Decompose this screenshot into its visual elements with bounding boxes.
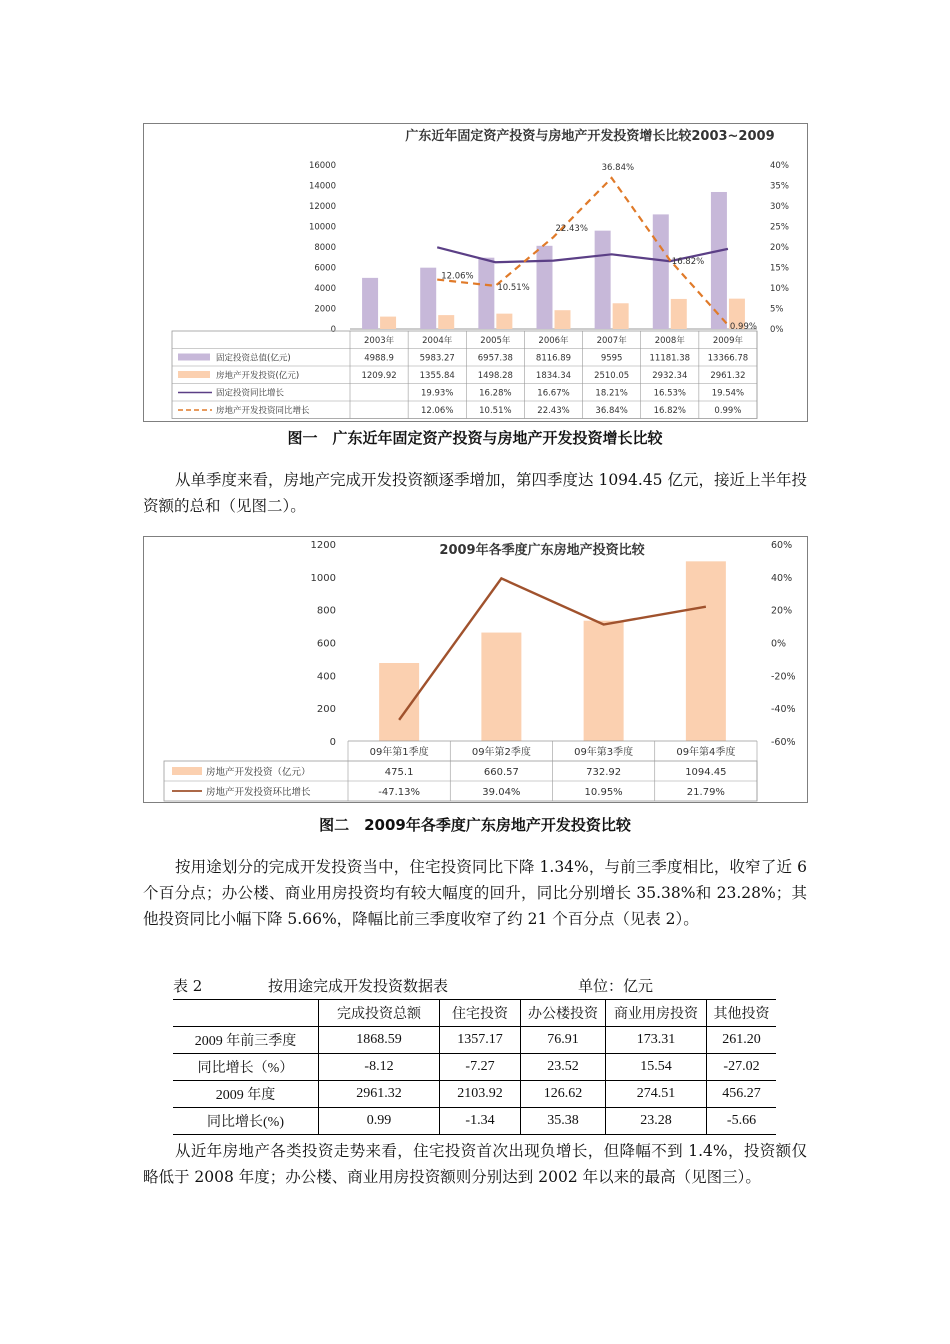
data-table-value: 19.54% (711, 388, 745, 399)
y-tick-label: 14000 (308, 181, 336, 192)
data-label: 0.99% (729, 321, 757, 332)
legend-label: 房地产开发投资同比增长 (216, 406, 310, 416)
data-table-value: 9595 (600, 353, 623, 364)
table-cell: 2009 年前三季度 (173, 1027, 319, 1054)
y2-tick-label: 15% (770, 263, 789, 274)
data-table-value: 1498.28 (477, 371, 513, 381)
data-table-value: 1834.34 (535, 371, 572, 381)
table-cell: 76.91 (521, 1027, 606, 1054)
table-cell: 274.51 (606, 1081, 707, 1108)
data-table-value: 19.93% (421, 388, 454, 399)
data-label: 12.06% (441, 271, 474, 282)
table-cell: 35.38 (521, 1108, 606, 1135)
table2-label: 表 2 (173, 977, 203, 995)
table-row (173, 1108, 776, 1135)
bar (496, 314, 512, 329)
data-table-value: 39.04% (482, 787, 521, 798)
legend-label: 房地产开发投资环比增长 (206, 787, 311, 798)
table-cell: 23.28 (606, 1108, 707, 1135)
y2-tick-label: -20% (771, 671, 796, 683)
y-tick-label: 16000 (308, 161, 336, 171)
figure1-caption: 图一 广东近年固定资产投资与房地产开发投资增长比较 (287, 429, 663, 447)
table-cell: 456.27 (707, 1081, 777, 1108)
table-cell: -8.12 (319, 1054, 440, 1081)
figure2-caption: 图二 2009年各季度广东房地产开发投资比较 (319, 816, 631, 834)
y2-tick-label: 20% (770, 243, 789, 253)
data-table-value: 16.28% (479, 388, 512, 399)
bar (537, 246, 553, 329)
data-table-value: 10.95% (584, 787, 623, 798)
table-header-cell: 商业用房投资 (606, 1000, 707, 1027)
y2-tick-label: 40% (771, 572, 793, 584)
table-header-cell: 其他投资 (707, 1000, 777, 1027)
data-table-value: 4988.9 (364, 353, 394, 364)
table-cell: 0.99 (319, 1108, 440, 1135)
table-row (173, 1081, 776, 1108)
table-row (173, 1054, 776, 1081)
data-table-value: -47.13% (378, 787, 420, 798)
table-cell: 2961.32 (319, 1081, 440, 1108)
data-table-value: 13366.78 (707, 353, 749, 364)
y-tick-label: 1200 (310, 540, 336, 551)
x-tick-label: 2004年 (422, 336, 453, 346)
bar (555, 310, 571, 329)
y-tick-label: 800 (316, 605, 336, 617)
y2-tick-label: 20% (771, 605, 793, 617)
legend-swatch (178, 354, 210, 361)
paragraph-2: 按用途划分的完成开发投资当中，住宅投资同比下降 1.34%，与前三季度相比，收窄了近 6 个百分点；办公楼、商业用房投资均有较大幅度的回升，同比分别增长 35.38%和 23.28%；其他投资同比小幅下降 5.66%，降幅比前三季度收窄了约 21 个百分点（见表 2）。 (143, 858, 807, 928)
data-table-value: 36.84% (595, 406, 628, 416)
y-tick-label: 400 (316, 671, 336, 683)
data-table-value: 660.57 (483, 767, 519, 778)
chart-title: 广东近年固定资产投资与房地产开发投资增长比较2003~2009 (405, 129, 775, 144)
data-table-value: 2510.05 (594, 371, 630, 381)
table-cell: 23.52 (521, 1054, 606, 1081)
data-table-value: 8116.89 (535, 353, 572, 364)
table-cell: 同比增长（%） (173, 1054, 319, 1081)
bar (420, 268, 436, 329)
legend-swatch (172, 767, 202, 775)
y-tick-label: 0 (330, 325, 336, 335)
x-tick-label: 09年第4季度 (676, 747, 736, 758)
data-table-value: 12.06% (421, 406, 454, 416)
bar (481, 633, 521, 741)
x-tick-label: 2005年 (480, 336, 511, 346)
y2-tick-label: 10% (770, 284, 789, 294)
y-tick-label: 6000 (314, 263, 336, 274)
data-table-value: 11181.38 (649, 353, 691, 364)
chart-quarterly-realestate (143, 536, 808, 803)
bar (686, 561, 726, 741)
y-tick-label: 0 (329, 737, 336, 748)
y2-tick-label: 0% (770, 325, 784, 335)
bar (613, 303, 629, 329)
table-row (173, 1027, 776, 1054)
x-tick-label: 09年第3季度 (574, 747, 634, 758)
chart-title: 2009年各季度广东房地产投资比较 (439, 543, 645, 558)
data-table-value: 732.92 (586, 767, 622, 778)
legend-label: 固定投资总值(亿元) (216, 353, 291, 364)
data-label: 16.82% (671, 257, 705, 268)
chart2-svg (144, 537, 807, 802)
y2-tick-label: 25% (770, 222, 789, 233)
chart-fixed-asset-vs-realestate (143, 123, 808, 422)
table-cell: 126.62 (521, 1081, 606, 1108)
table2 (173, 999, 776, 1135)
y-tick-label: 12000 (308, 202, 336, 212)
data-table-value: 1209.92 (361, 371, 397, 381)
data-table-value: 0.99% (714, 406, 742, 416)
legend-swatch (178, 371, 210, 378)
chart1-svg (144, 124, 807, 421)
table-cell: 173.31 (606, 1027, 707, 1054)
data-table-value: 6957.38 (477, 353, 513, 364)
data-table-value: 2932.34 (652, 371, 688, 381)
table-cell: 261.20 (707, 1027, 777, 1054)
bar (380, 317, 396, 329)
y-tick-label: 200 (316, 704, 336, 716)
bar (584, 621, 624, 741)
y2-tick-label: 40% (770, 161, 789, 171)
table-cell: -1.34 (440, 1108, 521, 1135)
y-tick-label: 600 (316, 638, 336, 650)
y2-tick-label: 35% (770, 181, 789, 192)
y-tick-label: 4000 (314, 284, 336, 294)
table-header-cell: 住宅投资 (440, 1000, 521, 1027)
data-table-value: 16.67% (537, 388, 570, 399)
data-table-value: 2961.32 (710, 371, 746, 381)
data-table-value: 1094.45 (685, 767, 727, 778)
data-table-value: 10.51% (479, 406, 512, 416)
table-cell: 2103.92 (440, 1081, 521, 1108)
x-tick-label: 2003年 (364, 336, 395, 346)
x-tick-label: 2006年 (538, 336, 569, 346)
legend-label: 房地产开发投资(亿元) (216, 371, 300, 381)
series-line (399, 578, 706, 719)
bar (438, 315, 454, 329)
data-table-value: 475.1 (384, 767, 414, 778)
y2-tick-label: 0% (771, 638, 787, 650)
y2-tick-label: 60% (771, 540, 793, 551)
bar (478, 258, 494, 329)
table-cell: -5.66 (707, 1108, 777, 1135)
bar (653, 214, 669, 329)
bar (711, 192, 727, 329)
table-cell: 1868.59 (319, 1027, 440, 1054)
legend-label: 房地产开发投资（亿元） (206, 767, 311, 778)
x-tick-label: 09年第2季度 (471, 747, 531, 758)
table-cell: -7.27 (440, 1054, 521, 1081)
x-tick-label: 09年第1季度 (369, 747, 429, 758)
y-tick-label: 8000 (314, 243, 336, 253)
bar (362, 278, 378, 329)
data-label: 36.84% (601, 162, 635, 173)
table-header-cell (173, 1000, 319, 1027)
table-cell: 1357.17 (440, 1027, 521, 1054)
bar (595, 231, 611, 329)
data-table-value: 1355.84 (419, 371, 455, 381)
paragraph-1: 从单季度来看，房地产完成开发投资额逐季增加，第四季度达 1094.45 亿元，接近上半年投资额的总和（见图二）。 (143, 471, 807, 515)
data-table-value: 16.53% (653, 388, 686, 399)
table-cell: -27.02 (707, 1054, 777, 1081)
data-table-value: 21.79% (686, 787, 725, 798)
y2-tick-label: -40% (771, 704, 796, 716)
data-label: 22.43% (555, 224, 588, 235)
paragraph-3: 从近年房地产各类投资走势来看，住宅投资首次出现负增长，但降幅不到 1.4%，投资额仅略低于 2008 年度；办公楼、商业用房投资额则分别达到 2002 年以来的最高（见图三）。 (143, 1142, 807, 1186)
table-header-row (173, 1000, 776, 1027)
y-tick-label: 2000 (314, 304, 336, 315)
y2-tick-label: 5% (770, 304, 784, 315)
x-tick-label: 2009年 (712, 336, 743, 346)
legend-label: 固定投资同比增长 (216, 388, 285, 399)
data-table-value: 16.82% (653, 406, 686, 416)
y2-tick-label: -60% (771, 737, 796, 748)
table-header-cell: 完成投资总额 (319, 1000, 440, 1027)
data-table-value: 22.43% (537, 406, 570, 416)
table-cell: 2009 年度 (173, 1081, 319, 1108)
table-cell: 15.54 (606, 1054, 707, 1081)
table2-unit: 单位：亿元 (578, 977, 654, 995)
table-cell: 同比增长(%) (173, 1108, 319, 1135)
bar (671, 299, 687, 329)
data-label: 10.51% (497, 282, 530, 293)
y-tick-label: 1000 (310, 572, 336, 584)
y-tick-label: 10000 (308, 222, 336, 233)
data-table-value: 5983.27 (419, 353, 455, 364)
x-tick-label: 2008年 (654, 336, 685, 346)
y2-tick-label: 30% (770, 202, 789, 212)
table-header-cell: 办公楼投资 (521, 1000, 606, 1027)
x-tick-label: 2007年 (596, 336, 627, 346)
table2-title: 按用途完成开发投资数据表 (268, 977, 449, 995)
data-table-value: 18.21% (595, 388, 628, 399)
